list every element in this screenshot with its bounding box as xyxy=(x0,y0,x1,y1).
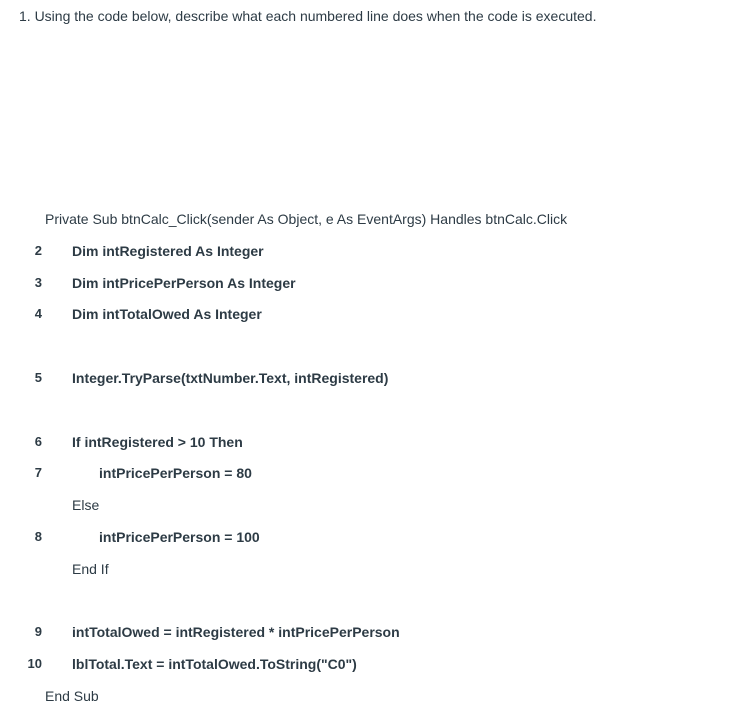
line-number: 3 xyxy=(34,275,42,290)
code-line: Integer.TryParse(txtNumber.Text, intRegistered) xyxy=(72,370,389,386)
code-line: intTotalOwed = intRegistered * intPricePerPerson xyxy=(72,624,400,640)
line-number: 2 xyxy=(34,243,42,258)
code-line: lblTotal.Text = intTotalOwed.ToString("C0") xyxy=(72,656,357,672)
code-sub-header: Private Sub btnCalc_Click(sender As Object, e As EventArgs) Handles btnCalc.Click xyxy=(45,211,568,227)
code-line-else: Else xyxy=(72,497,100,513)
question-text: 1. Using the code below, describe what each numbered line does when the code is executed. xyxy=(19,8,597,24)
code-line: Dim intRegistered As Integer xyxy=(72,243,264,259)
code-line: Dim intPricePerPerson As Integer xyxy=(72,275,296,291)
code-line-end-if: End If xyxy=(72,561,109,577)
line-number: 5 xyxy=(34,370,42,385)
code-line: Dim intTotalOwed As Integer xyxy=(72,306,262,322)
line-number: 9 xyxy=(34,624,42,639)
code-line: intPricePerPerson = 100 xyxy=(99,529,260,545)
line-number: 7 xyxy=(34,465,42,480)
code-line: intPricePerPerson = 80 xyxy=(99,465,252,481)
line-number: 4 xyxy=(34,306,42,321)
line-number: 8 xyxy=(34,529,42,544)
line-number: 10 xyxy=(27,656,42,671)
code-sub-footer: End Sub xyxy=(45,688,99,704)
line-number: 6 xyxy=(34,434,42,449)
code-line: If intRegistered > 10 Then xyxy=(72,434,243,450)
